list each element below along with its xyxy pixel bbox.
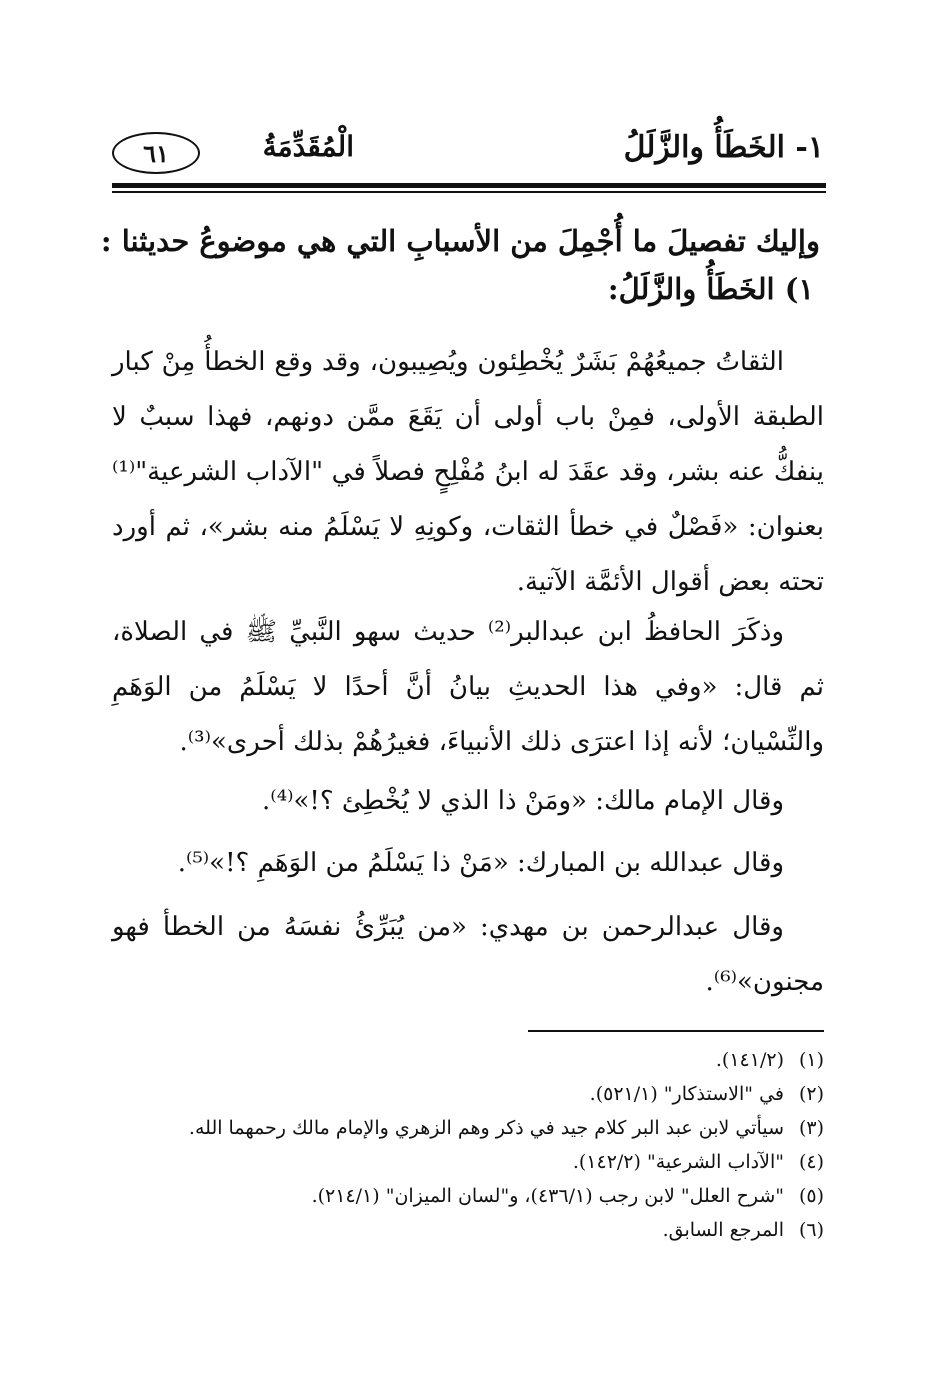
paragraph-line: الثقاتُ جميعُهُمْ بَشَرٌ يُخْطِئون ويُصِيبون، وقد وقع الخطأُ مِنْ كبار — [112, 347, 784, 377]
paragraph-5 — [112, 900, 824, 1010]
footnote — [112, 1213, 824, 1247]
paragraph-line: وذكَرَ الحافظُ ابن عبدالبر⁽²⁾ حديث سهو النَّبيِّ ﷺ في الصلاة، — [112, 617, 784, 647]
footnote-text: "شرح العلل" لابن رجب (٤٣٦/١)، و"لسان الميزان" (٢١٤/١). — [311, 1185, 784, 1207]
page-number: ٦١ — [143, 138, 169, 168]
footnote — [112, 1077, 824, 1111]
paragraph-line: وقال عبدالله بن المبارك: «مَنْ ذا يَسْلَمُ من الوَهَمِ ؟!»⁽⁵⁾. — [177, 848, 784, 878]
footnote-text: سيأتي لابن عبد البر كلام جيد في ذكر وهم الزهري والإمام مالك رحمهما الله. — [188, 1117, 784, 1139]
paragraph-line: ينفكُّ عنه بشر، وقد عقَدَ له ابنُ مُفْلِحٍ فصلاً في "الآداب الشرعية"⁽¹⁾ — [112, 457, 824, 487]
paragraph-line: تحته بعض أقوال الأئمَّة الآتية. — [516, 567, 824, 597]
chapter-title: ١- الخَطَأُ والزَّلَلُ — [623, 130, 824, 165]
header-rule-thick — [112, 183, 826, 188]
footnote — [112, 1179, 824, 1213]
footnote — [112, 1145, 824, 1179]
section-title: الْمُقَدِّمَةُ — [262, 130, 354, 163]
footnote-number: (٢) — [798, 1083, 824, 1105]
footnote-number: (١) — [798, 1049, 824, 1071]
paragraph-line: وقال عبدالرحمن بن مهدي: «من يُبَرِّئُ نفسَهُ من الخطأ فهو — [112, 912, 784, 942]
paragraph-4 — [112, 836, 824, 891]
paragraph-1 — [112, 335, 824, 610]
footnote-text: في "الاستذكار" (٥٢١/١). — [589, 1083, 784, 1105]
paragraph-line: والنِّسْيان؛ لأنه إذا اعترَى ذلك الأنبياءَ، فغيرُهُمْ بذلك أحرى»⁽³⁾. — [179, 727, 824, 757]
footnote-number: (٤) — [798, 1151, 824, 1173]
footnote-text: "الآداب الشرعية" (١٤٢/٢). — [572, 1151, 784, 1173]
subheading: ١) الخَطَأُ والزَّلَلُ: — [607, 272, 814, 306]
intro-line: وإليك تفصيلَ ما أُجْمِلَ من الأسبابِ التي هي موضوعُ حديثنا : — [100, 224, 820, 258]
paragraph-line: الطبقة الأولى، فمِنْ باب أولى أن يَقَعَ ممَّن دونهم، فهذا سببٌ لا — [112, 402, 824, 432]
paragraph-3 — [112, 774, 824, 829]
paragraph-line: بعنوان: «فَصْلٌ في خطأ الثقات، وكونِهِ لا يَسْلَمُ منه بشر»، ثم أورد — [112, 512, 824, 542]
paragraph-line: مجنون»⁽⁶⁾. — [705, 967, 824, 997]
footnote-text: (١٤١/٢). — [715, 1049, 784, 1071]
header-rule-thin — [112, 191, 826, 193]
paragraph-line: وقال الإمام مالك: «ومَنْ ذا الذي لا يُخْطِئ ؟!»⁽⁴⁾. — [262, 786, 784, 816]
running-header — [112, 124, 824, 180]
footnote-text: المرجع السابق. — [662, 1219, 784, 1241]
footnote — [112, 1043, 824, 1077]
paragraph-line: ثم قال: «وفي هذا الحديثِ بيانُ أنَّ أحدًا لا يَسْلَمُ من الوَهَمِ — [112, 672, 824, 702]
footnote — [112, 1111, 824, 1145]
page-number-badge — [112, 132, 200, 174]
footnote-separator — [528, 1030, 824, 1032]
paragraph-2 — [112, 605, 824, 770]
footnote-number: (٥) — [798, 1185, 824, 1207]
footnote-number: (٣) — [798, 1117, 824, 1139]
footnote-number: (٦) — [798, 1219, 824, 1241]
footnotes — [112, 1043, 824, 1247]
